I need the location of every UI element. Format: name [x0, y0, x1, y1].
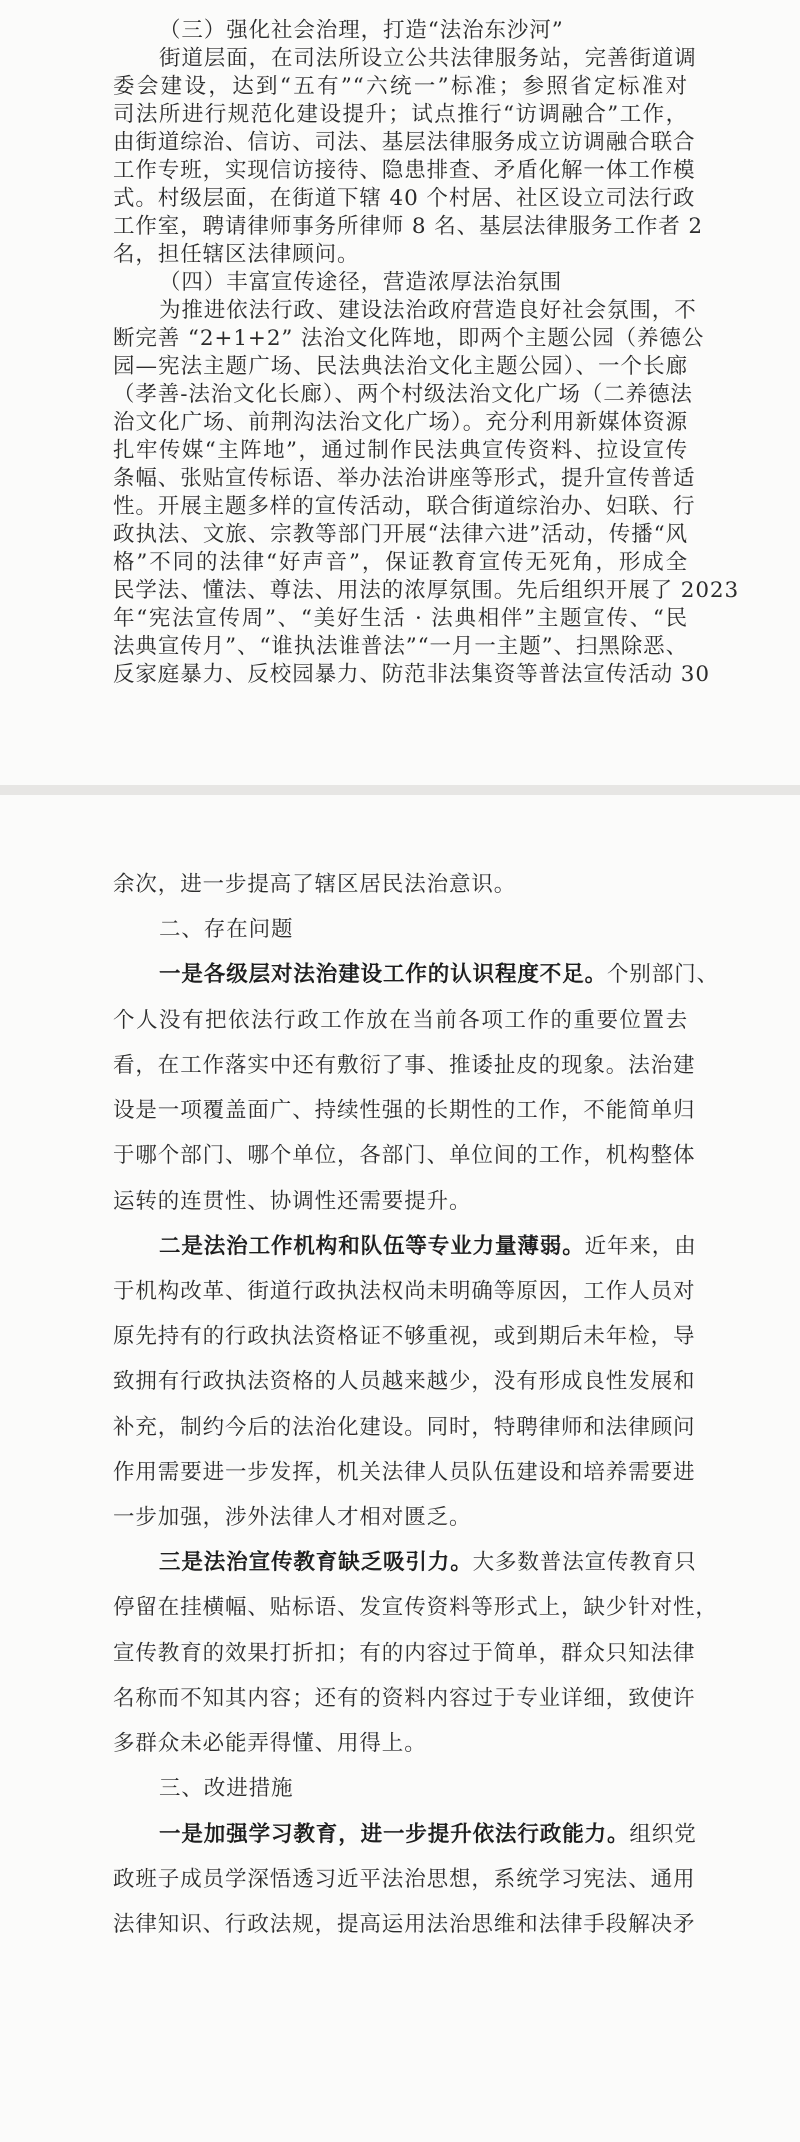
paragraph-line: 为推进依法行政、建设法治政府营造良好社会氛围，不 — [159, 298, 697, 323]
paragraph-line: 个人没有把依法行政工作放在当前各项工作的重要位置去 — [113, 1008, 688, 1033]
paragraph-line: 扎牢传媒“主阵地”，通过制作民法典宣传资料、拉设宣传 — [113, 438, 688, 463]
paragraph-line: 多群众未必能弄得懂、用得上。 — [113, 1731, 427, 1756]
paragraph-line: 宣传教育的效果打折扣；有的内容过于简单，群众只知法律 — [113, 1641, 696, 1666]
bold-lead: 三是法治宣传教育缺乏吸引力。 — [159, 1550, 473, 1575]
paragraph-line: 式。村级层面，在街道下辖 40 个村居、社区设立司法行政 — [113, 186, 696, 211]
paragraph-line: 反家庭暴力、反校园暴力、防范非法集资等普法宣传活动 30 — [113, 662, 710, 687]
paragraph-line: 司法所进行规范化建设提升；试点推行“访调融合”工作， — [113, 102, 688, 127]
paragraph-line: 一步加强，涉外法律人才相对匮乏。 — [113, 1505, 472, 1530]
document-page-2 — [0, 795, 800, 2142]
paragraph-line: 政班子成员学深悟透习近平法治思想，系统学习宪法、通用 — [113, 1867, 696, 1892]
paragraph-line — [159, 1820, 697, 1850]
paragraph-line: 园—宪法主题广场、民法典法治文化主题公园）、一个长廊 — [113, 354, 688, 379]
paragraph-line — [159, 1548, 697, 1578]
paragraph-line: 致拥有行政执法资格的人员越来越少，没有形成良性发展和 — [113, 1369, 696, 1394]
section-heading-measures: 三、改进措施 — [159, 1776, 294, 1801]
paragraph-line: 设是一项覆盖面广、持续性强的长期性的工作，不能简单归 — [113, 1098, 696, 1123]
paragraph-line: 性。开展主题多样的宣传活动，联合街道综治办、妇联、行 — [113, 494, 696, 519]
paragraph-line: （孝善-法治文化长廊）、两个村级法治文化广场（二养德法 — [113, 382, 693, 407]
paragraph-line: 工作专班，实现信访接待、隐患排查、矛盾化解一体工作模 — [113, 158, 696, 183]
paragraph-line: 运转的连贯性、协调性还需要提升。 — [113, 1189, 472, 1214]
paragraph-line: 补充，制约今后的法治化建设。同时，特聘律师和法律顾问 — [113, 1415, 696, 1440]
paragraph-line: 格”不同的法律“好声音”，保证教育宣传无死角，形成全 — [113, 550, 688, 575]
paragraph-line: 由街道综治、信访、司法、基层法律服务成立访调融合联合 — [113, 130, 696, 155]
paragraph-line: 工作室，聘请律师事务所律师 8 名、基层法律服务工作者 2 — [113, 214, 703, 239]
paragraph-line: 委会建设，达到“五有”“六统一”标准；参照省定标准对 — [113, 74, 688, 99]
paragraph-line: 街道层面，在司法所设立公共法律服务站，完善街道调 — [159, 46, 697, 71]
section-heading-problems: 二、存在问题 — [159, 917, 294, 942]
paragraph-line: 政执法、文旅、宗教等部门开展“法律六进”活动，传播“风 — [113, 522, 688, 547]
paragraph-line: 名，担任辖区法律顾问。 — [113, 242, 360, 267]
line-text: 近年来，由 — [584, 1234, 697, 1259]
paragraph-line: 余次，进一步提高了辖区居民法治意识。 — [113, 872, 517, 897]
bold-lead: 一是加强学习教育，进一步提升依法行政能力。 — [159, 1822, 630, 1847]
paragraph-line: 看，在工作落实中还有敷衍了事、推诿扯皮的现象。法治建 — [113, 1053, 696, 1078]
paragraph-line: 于机构改革、街道行政执法权尚未明确等原因，工作人员对 — [113, 1279, 696, 1304]
paragraph-line — [159, 1232, 697, 1262]
page-separator — [0, 785, 800, 795]
paragraph-line: 治文化广场、前荆沟法治文化广场）。充分利用新媒体资源 — [113, 410, 688, 435]
line-text: 组织党 — [629, 1822, 697, 1847]
paragraph-line: 停留在挂横幅、贴标语、发宣传资料等形式上，缺少针对性， — [113, 1595, 718, 1620]
bold-lead: 二是法治工作机构和队伍等专业力量薄弱。 — [159, 1234, 585, 1259]
paragraph-line: 作用需要进一步发挥，机关法律人员队伍建设和培养需要进 — [113, 1460, 696, 1485]
paragraph-line: 年“宪法宣传周”、“美好生活 · 法典相伴”主题宣传、“民 — [113, 606, 688, 631]
paragraph-line: 民学法、懂法、尊法、用法的浓厚氛围。先后组织开展了 2023 — [113, 578, 740, 603]
paragraph-line: 原先持有的行政执法资格证不够重视，或到期后未年检，导 — [113, 1324, 696, 1349]
section-heading-3: （三）强化社会治理，打造“法治东沙河” — [159, 18, 564, 43]
paragraph-line: 法典宣传月”、“谁执法谁普法”“一月一主题”、扫黑除恶、 — [113, 634, 688, 659]
line-text: 大多数普法宣传教育只 — [472, 1550, 697, 1575]
paragraph-line — [159, 960, 720, 990]
paragraph-line: 于哪个部门、哪个单位，各部门、单位间的工作，机构整体 — [113, 1143, 696, 1168]
paragraph-line: 名称而不知其内容；还有的资料内容过于专业详细，致使许 — [113, 1686, 696, 1711]
line-text: 个别部门、 — [607, 962, 720, 987]
section-heading-4: （四）丰富宣传途径，营造浓厚法治氛围 — [159, 270, 563, 295]
bold-lead: 一是各级层对法治建设工作的认识程度不足。 — [159, 962, 608, 987]
document-page-1 — [0, 0, 800, 785]
paragraph-line: 条幅、张贴宣传标语、举办法治讲座等形式，提升宣传普适 — [113, 466, 696, 491]
paragraph-line: 断完善 “2+1+2” 法治文化阵地，即两个主题公园（养德公 — [113, 326, 705, 351]
paragraph-line: 法律知识、行政法规，提高运用法治思维和法律手段解决矛 — [113, 1912, 696, 1937]
